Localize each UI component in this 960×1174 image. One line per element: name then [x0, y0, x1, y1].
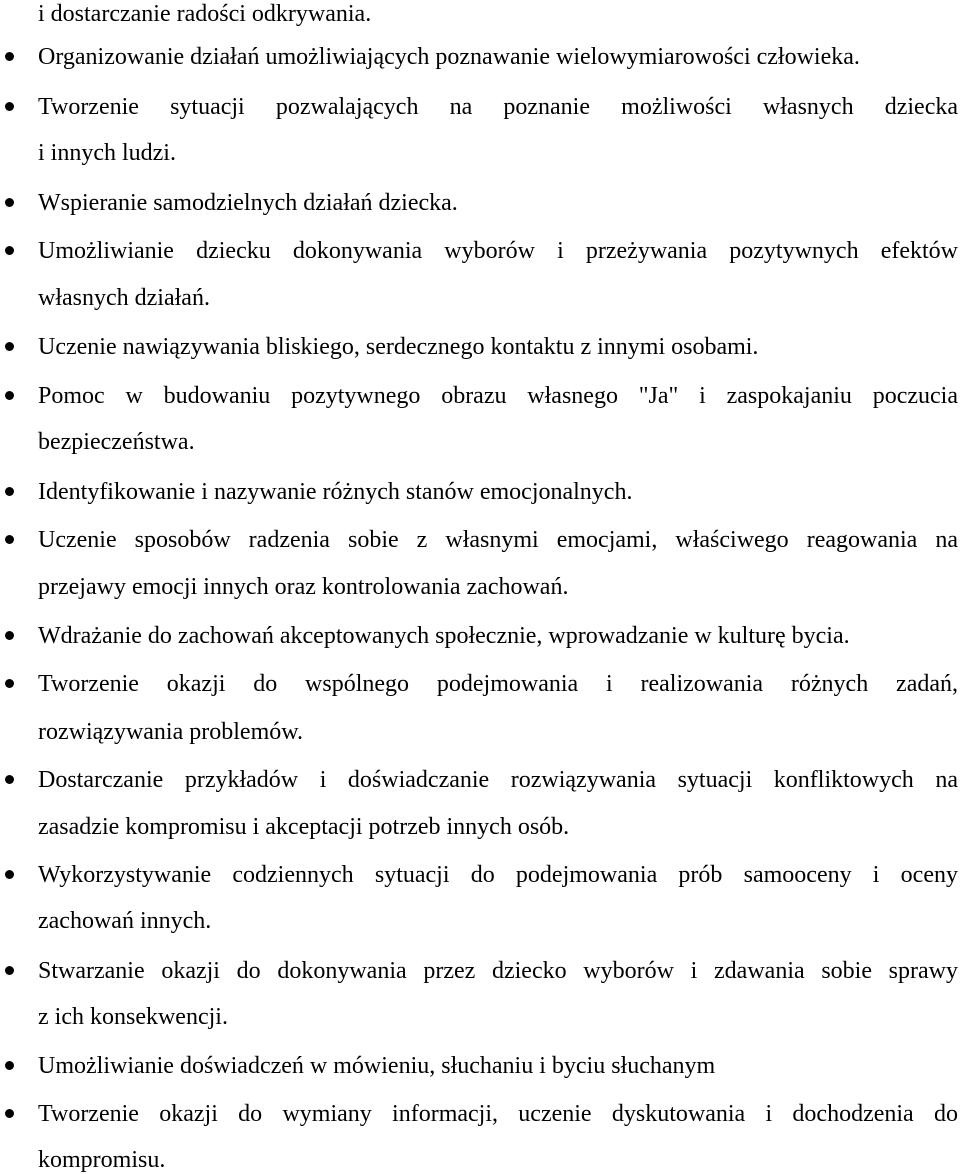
list-item-text: Uczenie sposobów radzenia sobie z własnymi emocjami, właściwego reagowania na — [38, 527, 958, 553]
list-item-text: Wspieranie samodzielnych działań dziecka. — [38, 190, 458, 216]
bullet-icon — [5, 342, 14, 351]
list-item-text: Umożliwianie dziecku dokonywania wyborów i przeżywania pozytywnych efektów — [38, 238, 958, 264]
bullet-icon — [5, 52, 14, 61]
list-item-text: Pomoc w budowaniu pozytywnego obrazu własnego "Ja" i zaspokajaniu poczucia — [38, 383, 958, 409]
list-item-text: Tworzenie okazji do wymiany informacji, uczenie dyskutowania i dochodzenia do — [38, 1101, 958, 1127]
list-item-text: zachowań innych. — [38, 908, 212, 934]
bullet-icon — [5, 1109, 14, 1118]
list-item-text: z ich konsekwencji. — [38, 1004, 228, 1030]
bullet-icon — [5, 102, 14, 111]
list-item-text: Wykorzystywanie codziennych sytuacji do podejmowania prób samooceny i oceny — [38, 862, 958, 888]
bullet-icon — [5, 198, 14, 207]
list-item-text: Identyfikowanie i nazywanie różnych stanów emocjonalnych. — [38, 479, 633, 505]
list-item-text: rozwiązywania problemów. — [38, 719, 304, 745]
list-item-text: Tworzenie okazji do wspólnego podejmowania i realizowania różnych zadań, — [38, 671, 958, 697]
bullet-icon — [5, 870, 14, 879]
continuation-line: i dostarczanie radości odkrywania. — [38, 1, 372, 27]
list-item-text: Tworzenie sytuacji pozwalających na poznanie możliwości własnych dziecka — [38, 94, 958, 120]
bullet-icon — [5, 679, 14, 688]
bullet-icon — [5, 631, 14, 640]
list-item-text: i innych ludzi. — [38, 140, 176, 166]
list-item-text: przejawy emocji innych oraz kontrolowania zachowań. — [38, 574, 569, 600]
bullet-icon — [5, 487, 14, 496]
list-item-text: Uczenie nawiązywania bliskiego, serdecznego kontaktu z innymi osobami. — [38, 334, 759, 360]
bullet-icon — [5, 1061, 14, 1070]
list-item-text: Dostarczanie przykładów i doświadczanie rozwiązywania sytuacji konfliktowych na — [38, 767, 958, 793]
list-item-text: Wdrażanie do zachowań akceptowanych społecznie, wprowadzanie w kulturę bycia. — [38, 623, 850, 649]
bullet-icon — [5, 535, 14, 544]
list-item-text: kompromisu. — [38, 1147, 166, 1173]
bullet-icon — [5, 966, 14, 975]
bullet-icon — [5, 246, 14, 255]
list-item-text: zasadzie kompromisu i akceptacji potrzeb innych osób. — [38, 814, 570, 840]
list-item-text: bezpieczeństwa. — [38, 429, 195, 455]
list-item-text: Stwarzanie okazji do dokonywania przez dziecko wyborów i zdawania sobie sprawy — [38, 958, 958, 984]
list-item-text: Organizowanie działań umożliwiających poznawanie wielowymiarowości człowieka. — [38, 44, 860, 70]
list-item-text: własnych działań. — [38, 285, 210, 311]
bullet-icon — [5, 775, 14, 784]
bullet-icon — [5, 391, 14, 400]
list-item-text: Umożliwianie doświadczeń w mówieniu, słuchaniu i byciu słuchanym — [38, 1053, 716, 1079]
